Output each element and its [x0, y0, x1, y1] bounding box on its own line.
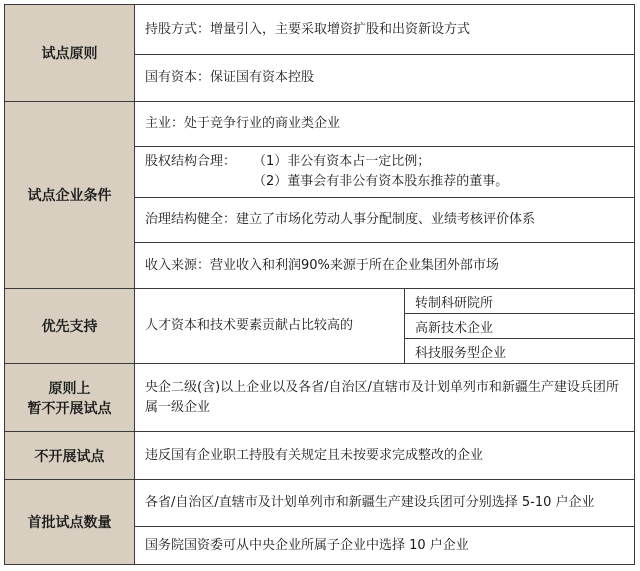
pilot-policy-table: [4, 4, 635, 565]
no-pilot-in-principle-heading: [5, 364, 135, 432]
equity-label: 股权结构合理：: [145, 154, 237, 169]
main-business-cell: 主业：处于竞争行业的商业类企业: [135, 102, 635, 147]
equity-item-2: （2）董事会有非公有资本股东推荐的董事。: [253, 174, 509, 189]
priority-type-service: 科技服务型企业: [405, 339, 635, 364]
priority-type-research: 转制科研院所: [405, 289, 635, 314]
conditions-heading: 试点企业条件: [5, 102, 135, 289]
no-pilot-content: 违反国有企业职工持股有关规定且未按要求完成整改的企业: [135, 432, 635, 480]
shareholding-method-cell: 持股方式：增量引入，主要采取增资扩股和出资新设方式: [135, 5, 635, 55]
equity-item-1: （1）非公有资本占一定比例；: [253, 154, 431, 169]
equity-structure-cell: [135, 147, 635, 198]
priority-type-hightech: 高新技术企业: [405, 314, 635, 339]
first-batch-local-cell: 各省/自治区/直辖市及计划单列市和新疆生产建设兵团可分别选择 5-10 户企业: [135, 480, 635, 527]
state-capital-cell: 国有资本：保证国有资本控股: [135, 55, 635, 102]
priority-description: 人才资本和技术要素贡献占比较高的: [135, 289, 405, 364]
no-pilot-in-principle-content: 央企二级(含)以上企业以及各省/自治区/直辖市及计划单列市和新疆生产建设兵团所属一级企业: [135, 364, 635, 432]
first-batch-central-cell: 国务院国资委可从中央企业所属子企业中选择 10 户企业: [135, 527, 635, 565]
first-batch-heading: 首批试点数量: [5, 480, 135, 565]
equity-line-1: [145, 152, 624, 172]
income-source-cell: 收入来源：营业收入和利润90%来源于所在企业集团外部市场: [135, 243, 635, 289]
no-pilot-heading: 不开展试点: [5, 432, 135, 480]
no-pilot-heading-line-2: 暂不开展试点: [27, 400, 112, 417]
governance-cell: 治理结构健全：建立了市场化劳动人事分配制度、业绩考核评价体系: [135, 198, 635, 243]
principle-heading: 试点原则: [5, 5, 135, 102]
priority-heading: 优先支持: [5, 289, 135, 364]
no-pilot-heading-line-1: 原则上: [48, 380, 91, 397]
